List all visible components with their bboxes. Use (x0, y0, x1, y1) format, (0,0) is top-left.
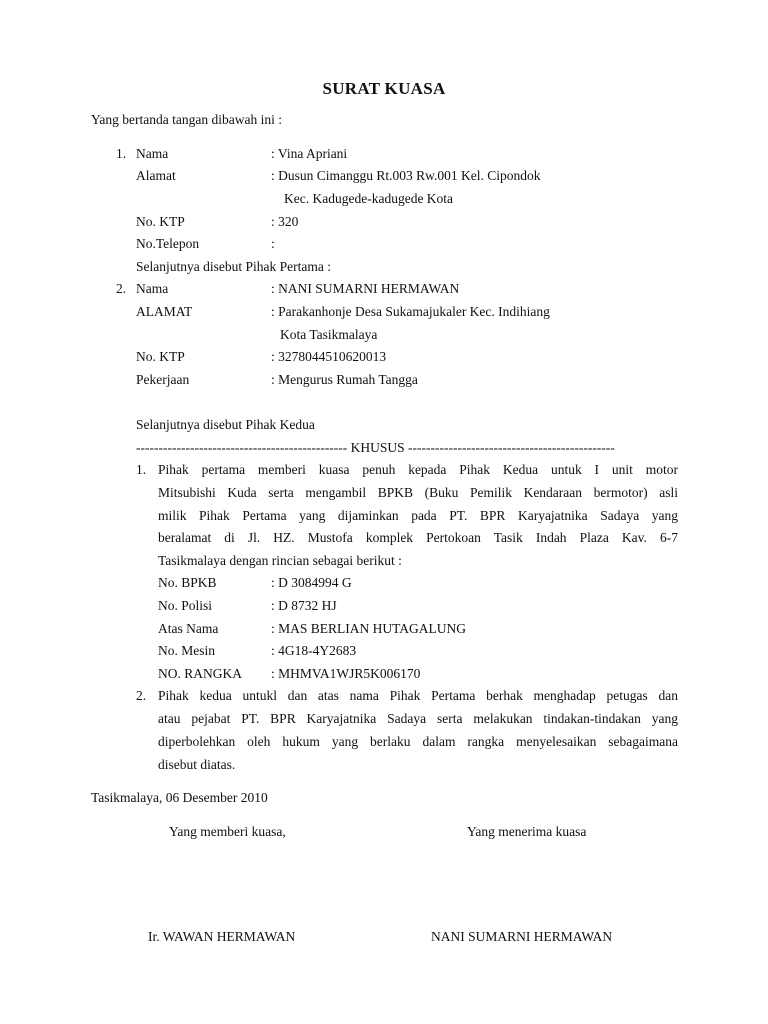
party-2-number: 2. (116, 281, 127, 296)
place-date: Tasikmalaya, 06 Desember 2010 (91, 790, 268, 805)
party-1-number: 1. (116, 146, 127, 161)
party-2-ktp-value: : 3278044510620013 (271, 349, 387, 364)
item-2-line: diperbolehkan oleh hukum yang berlaku dalam rangka menyelesaikan sebagaimana (158, 734, 678, 749)
item-1-line: Tasikmalaya dengan rincian sebagai berikut : (158, 553, 402, 568)
party-1-alamat-line2: Kec. Kadugede-kadugede Kota (284, 191, 454, 206)
party-2-alamat-line1: : Parakanhonje Desa Sukamajukaler Kec. Indihiang (271, 304, 550, 319)
khusus-divider: ----------------------------------------------- KHUSUS ---------------------------------------------- (136, 440, 615, 455)
party-2-alamat-label: ALAMAT (136, 304, 193, 319)
party-1-ktp-value: : 320 (271, 214, 299, 229)
item-1-line: Mitsubishi Kuda serta mengambil BPKB (Buku Pemilik Kendaraan bermotor) asli (158, 485, 678, 500)
detail-value: : MHMVA1WJR5K006170 (271, 666, 421, 681)
party-1-telepon-label: No.Telepon (136, 236, 200, 251)
detail-value: : 4G18-4Y2683 (271, 643, 357, 658)
party-2-disebut: Selanjutnya disebut Pihak Kedua (136, 417, 315, 432)
receiver-name: NANI SUMARNI HERMAWAN (431, 929, 613, 944)
party-2-alamat-line2: Kota Tasikmalaya (280, 327, 378, 342)
party-1-nama-value: : Vina Apriani (271, 146, 348, 161)
detail-label: No. Mesin (158, 643, 215, 658)
giver-label: Yang memberi kuasa, (169, 824, 286, 839)
detail-value: : D 8732 HJ (271, 598, 337, 613)
party-1-nama-label: Nama (136, 146, 169, 161)
item-2-line: atau pejabat PT. BPR Karyajatnika Sadaya serta melakukan tindakan-tindakan yang (158, 711, 678, 726)
party-2-nama-label: Nama (136, 281, 169, 296)
party-1-alamat-line1: : Dusun Cimanggu Rt.003 Rw.001 Kel. Cipondok (271, 168, 541, 183)
item-2-line: disebut diatas. (158, 757, 236, 772)
party-1-ktp-label: No. KTP (136, 214, 185, 229)
party-1-disebut: Selanjutnya disebut Pihak Pertama : (136, 259, 331, 274)
detail-label: NO. RANGKA (158, 666, 242, 681)
item-1-line: milik Pihak Pertama yang dijaminkan pada PT. BPR Karyajatnika Sadaya yang (158, 508, 678, 523)
document-title: SURAT KUASA (322, 79, 446, 98)
party-1-telepon-value: : (271, 236, 275, 251)
party-2-pekerjaan-value: : Mengurus Rumah Tangga (271, 372, 418, 387)
item-2-number: 2. (136, 688, 147, 703)
party-2-nama-value: : NANI SUMARNI HERMAWAN (271, 281, 460, 296)
detail-label: No. BPKB (158, 575, 217, 590)
party-2-ktp-label: No. KTP (136, 349, 185, 364)
party-2-pekerjaan-label: Pekerjaan (136, 372, 190, 387)
item-2-line: Pihak kedua untukl dan atas nama Pihak Pertama berhak menghadap petugas dan (158, 688, 678, 703)
detail-label: No. Polisi (158, 598, 213, 613)
detail-value: : MAS BERLIAN HUTAGALUNG (271, 621, 467, 636)
detail-label: Atas Nama (158, 621, 219, 636)
party-1-alamat-label: Alamat (136, 168, 176, 183)
item-1-line: beralamat di Jl. HZ. Mustofa komplek Pertokoan Tasik Indah Plaza Kav. 6-7 (158, 530, 678, 545)
giver-name: Ir. WAWAN HERMAWAN (148, 929, 296, 944)
detail-value: : D 3084994 G (271, 575, 352, 590)
intro-text: Yang bertanda tangan dibawah ini : (91, 112, 282, 127)
item-1-line: Pihak pertama memberi kuasa penuh kepada Pihak Kedua untuk I unit motor (158, 462, 678, 477)
item-1-number: 1. (136, 462, 147, 477)
receiver-label: Yang menerima kuasa (467, 824, 587, 839)
